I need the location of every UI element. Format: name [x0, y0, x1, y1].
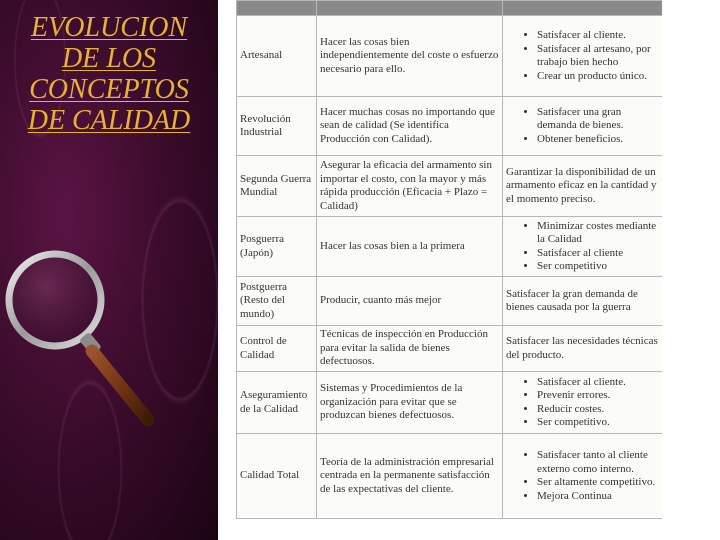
goal-item: • Reducir costes.	[537, 403, 659, 417]
goal-item: • Ser competitivo.	[537, 416, 659, 430]
goals-cell: Garantizar la disponibilidad de un armamento eficaz en la cantidad y el momento preciso.	[503, 156, 663, 217]
title-line: CONCEPTOS	[29, 74, 189, 105]
goal-item: • Satisfacer al cliente	[537, 247, 659, 261]
slide-title	[0, 12, 218, 136]
goal-item: • Crear un producto único.	[537, 70, 659, 84]
stage-cell: Revolución Industrial	[237, 97, 317, 156]
goal-item: • Prevenir errores.	[537, 389, 659, 403]
concept-cell: Técnicas de inspección en Producción para evitar la salida de bienes defectuosos.	[317, 326, 503, 372]
goal-item: • Ser altamente competitivo.	[537, 476, 659, 490]
goal-item: • Satisfacer al cliente.	[537, 376, 659, 390]
table-row	[237, 326, 663, 372]
goals-cell: Satisfacer las necesidades técnicas del producto.	[503, 326, 663, 372]
goal-item: • Minimizar costes mediante la Calidad	[537, 220, 659, 247]
stage-cell: Control de Calidad	[237, 326, 317, 372]
title-line: EVOLUCION	[30, 12, 188, 43]
goal-item: • Satisfacer tanto al cliente externo como interno.	[537, 449, 659, 476]
quality-evolution-table	[236, 0, 662, 516]
goals-cell	[503, 16, 663, 97]
stage-cell: Postguerra (Resto del mundo)	[237, 277, 317, 326]
concept-cell: Hacer las cosas bien independientemente del coste o esfuerzo necesario para ello.	[317, 16, 503, 97]
table-row	[237, 277, 663, 326]
concept-cell: Teoría de la administración empresarial centrada en la permanente satisfacción de las expectativas del cliente.	[317, 434, 503, 519]
magnifying-glass-icon	[0, 248, 160, 438]
goals-list	[506, 29, 659, 83]
concept-cell: Producir, cuanto más mejor	[317, 277, 503, 326]
goal-item: • Satisfacer al cliente.	[537, 29, 659, 43]
goal-item: • Satisfacer una gran demanda de bienes.	[537, 106, 659, 133]
table-body	[237, 16, 663, 519]
table-row	[237, 217, 663, 277]
goal-item: • Ser competitivo	[537, 260, 659, 274]
goals-list	[506, 106, 659, 147]
table-row	[237, 372, 663, 434]
goals-cell	[503, 217, 663, 277]
goals-list	[506, 376, 659, 430]
table-row	[237, 97, 663, 156]
concept-cell: Hacer las cosas bien a la primera	[317, 217, 503, 277]
table-row	[237, 156, 663, 217]
stage-cell: Segunda Guerra Mundial	[237, 156, 317, 217]
goals-list	[506, 449, 659, 503]
stage-cell: Artesanal	[237, 16, 317, 97]
table-row	[237, 16, 663, 97]
stage-cell: Calidad Total	[237, 434, 317, 519]
stage-cell: Posguerra (Japón)	[237, 217, 317, 277]
stage-cell: Aseguramiento de la Calidad	[237, 372, 317, 434]
goals-list	[506, 220, 659, 274]
title-line: DE LOS	[61, 43, 157, 74]
goals-cell	[503, 434, 663, 519]
concept-cell: Sistemas y Procedimientos de la organización para evitar que se produzcan bienes defectuosos.	[317, 372, 503, 434]
title-panel	[0, 0, 218, 540]
goals-cell: Satisfacer la gran demanda de bienes causada por la guerra	[503, 277, 663, 326]
goal-item: • Obtener beneficios.	[537, 133, 659, 147]
table-row	[237, 434, 663, 519]
goal-item: • Satisfacer al artesano, por trabajo bien hecho	[537, 43, 659, 70]
right-margin	[662, 0, 720, 540]
goals-cell	[503, 372, 663, 434]
evolution-table	[236, 0, 663, 519]
title-line: DE CALIDAD	[27, 105, 191, 136]
table-header-row	[237, 1, 663, 16]
goal-item: • Mejora Continua	[537, 490, 659, 504]
goals-cell	[503, 97, 663, 156]
concept-cell: Asegurar la eficacia del armamento sin importar el costo, con la mayor y más rápida producción (Eficacia + Plazo = Calidad)	[317, 156, 503, 217]
concept-cell: Hacer muchas cosas no importando que sean de calidad (Se identifica Producción con Calidad).	[317, 97, 503, 156]
